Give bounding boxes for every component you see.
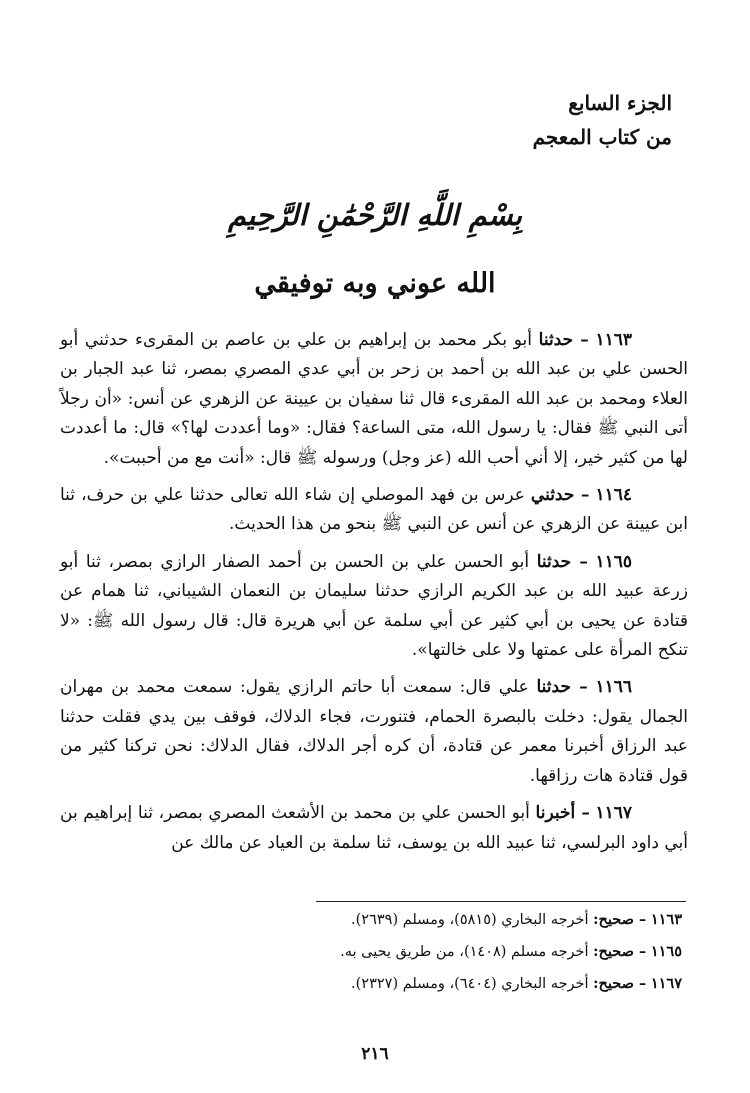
footnotes bbox=[62, 904, 682, 1000]
footnote-grade: صحيح: bbox=[593, 943, 634, 960]
opening-supplication: الله عوني وبه توفيقي bbox=[254, 268, 496, 299]
hadith-lead: حدثنا bbox=[536, 677, 571, 698]
footnote-grade: صحيح: bbox=[593, 911, 634, 928]
hadith-1165: ١١٦٥ – حدثنا أبو الحسن علي بن الحسن بن أحمد الصفار الرازي بمصر، ثنا أبو زرعة عبيد الله بن عبد الكريم الرازي حدثنا سليمان بن النعمان الشيباني، ثنا همام عن قتادة عن يحيى بن أبي كثير عن أبي سلمة عن أبي هريرة قال: قال رسول الله ﷺ: «لا تنكح المرأة على عمتها ولا على خالتها». bbox=[60, 551, 688, 661]
hadith-text: عرس بن فهد الموصلي إن شاء الله تعالى حدثنا علي بن حرف، ثنا ابن عيينة عن الزهري عن أنس عن النبي ﷺ بنحو من هذا الحديث. bbox=[60, 485, 688, 535]
hadith-text: أبو بكر محمد بن إبراهيم بن علي بن عاصم بن المقرىء حدثني أبو الحسن علي بن عبد الله بن أحمد بن زحر بن أبي عدي المصري بمصر، ثنا عبد الجبار بن العلاء ومحمد بن عبد الله المقرىء قال ثنا سفيان بن عيينة عن الزهري عن أنس: «أن رجلاً أتى النبي ﷺ فقال: يا رسول الله، متى الساعة؟ فقال: «وما أعددت لها؟» قال: ما أعددت لها من كثير خير، إلا أني أحب الله (عز وجل) ورسوله ﷺ قال: «أنت مع من أحببت». bbox=[60, 330, 688, 468]
hadith-text: أبو الحسن علي بن محمد بن الأشعث المصري بمصر، ثنا إبراهيم بن أبي داود البرلسي، ثنا عبيد الله بن يوسف، ثنا سلمة بن العياد عن مالك عن bbox=[60, 803, 688, 853]
hadith-text: علي قال: سمعت أبا حاتم الرازي يقول: سمعت محمد بن مهران الجمال يقول: دخلت بالبصرة الحمام، فتنورت، فجاء الدلاك، فوقف بين يدي فقلت حدثنا عبد الرزاق أخبرنا معمر عن قتادة، أن كره أجر الدلاك، فقال الدلاك: نحن تركنا كثير من قول قتادة هات رزاقها. bbox=[60, 677, 688, 786]
hadith-lead: حدثنا bbox=[536, 551, 572, 572]
footnote-grade: صحيح: bbox=[593, 975, 634, 992]
hadith-number: ١١٦٧ bbox=[595, 803, 633, 824]
hadith-1164: ١١٦٤ – حدثني عرس بن فهد الموصلي إن شاء الله تعالى حدثنا علي بن حرف، ثنا ابن عيينة عن الزهري عن أنس عن النبي ﷺ بنحو من هذا الحديث. bbox=[60, 485, 688, 535]
footnote-1167: ١١٦٧ – صحيح: أخرجه البخاري (٦٤٠٤)، ومسلم (٢٣٢٧). bbox=[351, 975, 682, 992]
footnote-number: ١١٦٣ bbox=[650, 911, 682, 928]
part-title-line-2: من كتاب المعجم bbox=[532, 125, 672, 149]
hadith-1167: ١١٦٧ – أخبرنا أبو الحسن علي بن محمد بن الأشعث المصري بمصر، ثنا إبراهيم بن أبي داود البرلسي، ثنا عبيد الله بن يوسف، ثنا سلمة بن العياد عن مالك عن bbox=[60, 803, 688, 853]
hadith-number: ١١٦٣ bbox=[595, 330, 633, 350]
hadith-number: ١١٦٦ bbox=[595, 677, 633, 698]
hadith-lead: أخبرنا bbox=[535, 803, 576, 824]
footnote-text: أخرجه البخاري (٦٤٠٤)، ومسلم (٢٣٢٧). bbox=[351, 976, 589, 992]
footnote-text: أخرجه البخاري (٥٨١٥)، ومسلم (٢٦٣٩). bbox=[351, 912, 589, 928]
hadith-body bbox=[60, 326, 688, 864]
part-title-line-1: الجزء السابع bbox=[568, 91, 672, 115]
hadith-1166: ١١٦٦ – حدثنا علي قال: سمعت أبا حاتم الرازي يقول: سمعت محمد بن مهران الجمال يقول: دخلت بالبصرة الحمام، فتنورت، فجاء الدلاك، فوقف بين يدي فقلت حدثنا عبد الرزاق أخبرنا معمر عن قتادة، أن كره أجر الدلاك، فقال الدلاك: نحن تركنا كثير من قول قتادة هات رزاقها. bbox=[60, 677, 688, 786]
footnote-1165: ١١٦٥ – صحيح: أخرجه مسلم (١٤٠٨)، من طريق يحيى به. bbox=[340, 943, 682, 960]
part-title bbox=[372, 86, 672, 154]
hadith-lead: حدثنا bbox=[538, 330, 574, 350]
footnote-text: أخرجه مسلم (١٤٠٨)، من طريق يحيى به. bbox=[340, 944, 589, 960]
footnote-divider bbox=[316, 901, 686, 902]
hadith-number: ١١٦٥ bbox=[595, 551, 633, 572]
basmala: بِسْمِ اللَّهِ الرَّحْمَٰنِ الرَّحِيمِ bbox=[227, 198, 523, 232]
hadith-number: ١١٦٤ bbox=[595, 485, 633, 506]
footnote-number: ١١٦٥ bbox=[650, 943, 682, 960]
page-number: ٢١٦ bbox=[361, 1044, 389, 1064]
hadith-1163: ١١٦٣ – حدثنا أبو بكر محمد بن إبراهيم بن علي بن عاصم بن المقرىء حدثني أبو الحسن علي بن عبد الله بن أحمد بن زحر بن أبي عدي المصري بمصر، ثنا عبد الجبار بن العلاء ومحمد بن عبد الله المقرىء قال ثنا سفيان بن عيينة عن الزهري عن أنس: «أن رجلاً أتى النبي ﷺ فقال: يا رسول الله، متى الساعة؟ فقال: «وما أعددت لها؟» قال: ما أعددت لها من كثير خير، إلا أني أحب الله (عز وجل) ورسوله ﷺ قال: «أنت مع من أحببت». bbox=[60, 330, 688, 468]
footnote-number: ١١٦٧ bbox=[650, 975, 682, 992]
hadith-text: أبو الحسن علي بن الحسن بن أحمد الصفار الرازي بمصر، ثنا أبو زرعة عبيد الله بن عبد الكريم الرازي حدثنا سليمان بن النعمان الشيباني، ثنا همام عن قتادة عن يحيى بن أبي كثير عن أبي سلمة عن أبي هريرة قال: قال رسول الله ﷺ: «لا تنكح المرأة على عمتها ولا على خالتها». bbox=[60, 551, 688, 661]
footnote-1163: ١١٦٣ – صحيح: أخرجه البخاري (٥٨١٥)، ومسلم (٢٦٣٩). bbox=[351, 911, 682, 928]
hadith-lead: حدثني bbox=[530, 485, 575, 506]
